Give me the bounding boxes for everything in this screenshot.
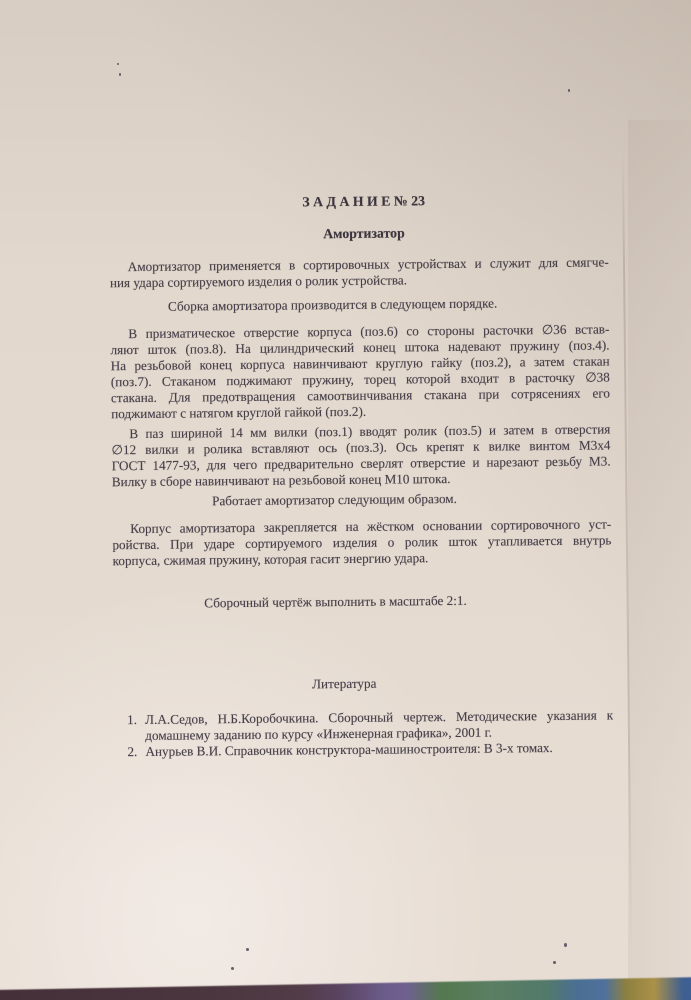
list-item-text [145,740,613,761]
text-line: Л.А.Седов, Н.Б.Коробочкина. Сборочный чертеж. Методические указания к [145,707,614,727]
dust-speck [246,948,249,951]
text-line: ГОСТ 1477-93, для чего предварительно сверлят отверстие и нарезают резьбу М3. [111,453,611,474]
paragraph-intro [110,254,609,291]
text-line: (поз.7). Стаканом поджимают пружину, торец которой входит в расточку ∅38 [110,369,610,389]
text-line: поджимают с натягом круглой гайкой (поз.2). [111,403,367,421]
dust-speck [553,961,556,964]
dust-speck [564,943,567,947]
paragraph-fork [111,421,611,489]
assembly-note-line: Сборка амортизатора производится в следующем порядке. [167,295,498,314]
text-line: В призматическое отверстие корпуса (поз.6) со стороны расточки ∅36 встав- [128,321,610,342]
text-line: Вилку в сборе навинчивают на резьбовой конец М10 штока. [111,470,451,489]
operation-note-line: Работает амортизатор следующим образом. [212,490,457,509]
literature-item [114,740,613,761]
text-line: Анурьев В.И. Справочник конструктора-машиностроителя: В 3-х томах. [145,740,553,760]
dust-speck [231,967,234,970]
text-line: Амортизатор применяется в сортировочных устройствах и служит для смягче- [127,254,609,275]
text-line: домашнему заданию по курсу «Инженерная графика», 2001 г. [145,724,492,744]
list-item-text [145,707,613,744]
dust-speck [119,73,121,76]
text-line: ния удара сортируемого изделия о ролик устройства. [109,272,408,291]
text-line: ройства. При ударе сортируемого изделия о ролик шток утапливается внутрь [112,532,612,553]
literature-list [114,707,613,760]
text-line: стакана. Для предотвращения самоотвинчивания стакана при сотрясениях его [110,385,611,405]
list-item-number: 1. [127,712,138,728]
paragraph-assembly [110,321,610,421]
dust-speck [117,63,119,65]
literature-item [114,707,613,744]
literature-heading: Литература [312,675,377,692]
paragraph-operation [112,516,611,569]
list-item-number: 2. [127,744,138,760]
text-line: ляют шток (поз.8). На цилиндрический конец штока надевают пружину (поз.4). [110,337,610,358]
text-line: В паз шириной 14 мм вилки (поз.1) вводят ролик (поз.5) и затем в отверстия [129,421,611,442]
drawing-scale-note: Сборочный чертёж выполнить в масштабе 2:1. [204,592,467,611]
text-line: корпуса, сжимая пружину, которая гасит энергию удара. [112,550,429,569]
text-line: ∅12 вилки и ролика вставляют ось (поз.3). Ось крепят к вилке винтом М3х4 [111,437,611,458]
dust-speck [568,89,570,92]
page-title: З А Д А Н И Е № 23 [302,193,426,210]
text-line: На резьбовой конец корпуса навинчивают круглую гайку (поз.2), а затем стакан [110,353,610,374]
text-line: Корпус амортизатора закрепляется на жёстком основании сортировочного уст- [130,516,612,537]
section-heading-amortizator: Амортизатор [323,225,405,242]
